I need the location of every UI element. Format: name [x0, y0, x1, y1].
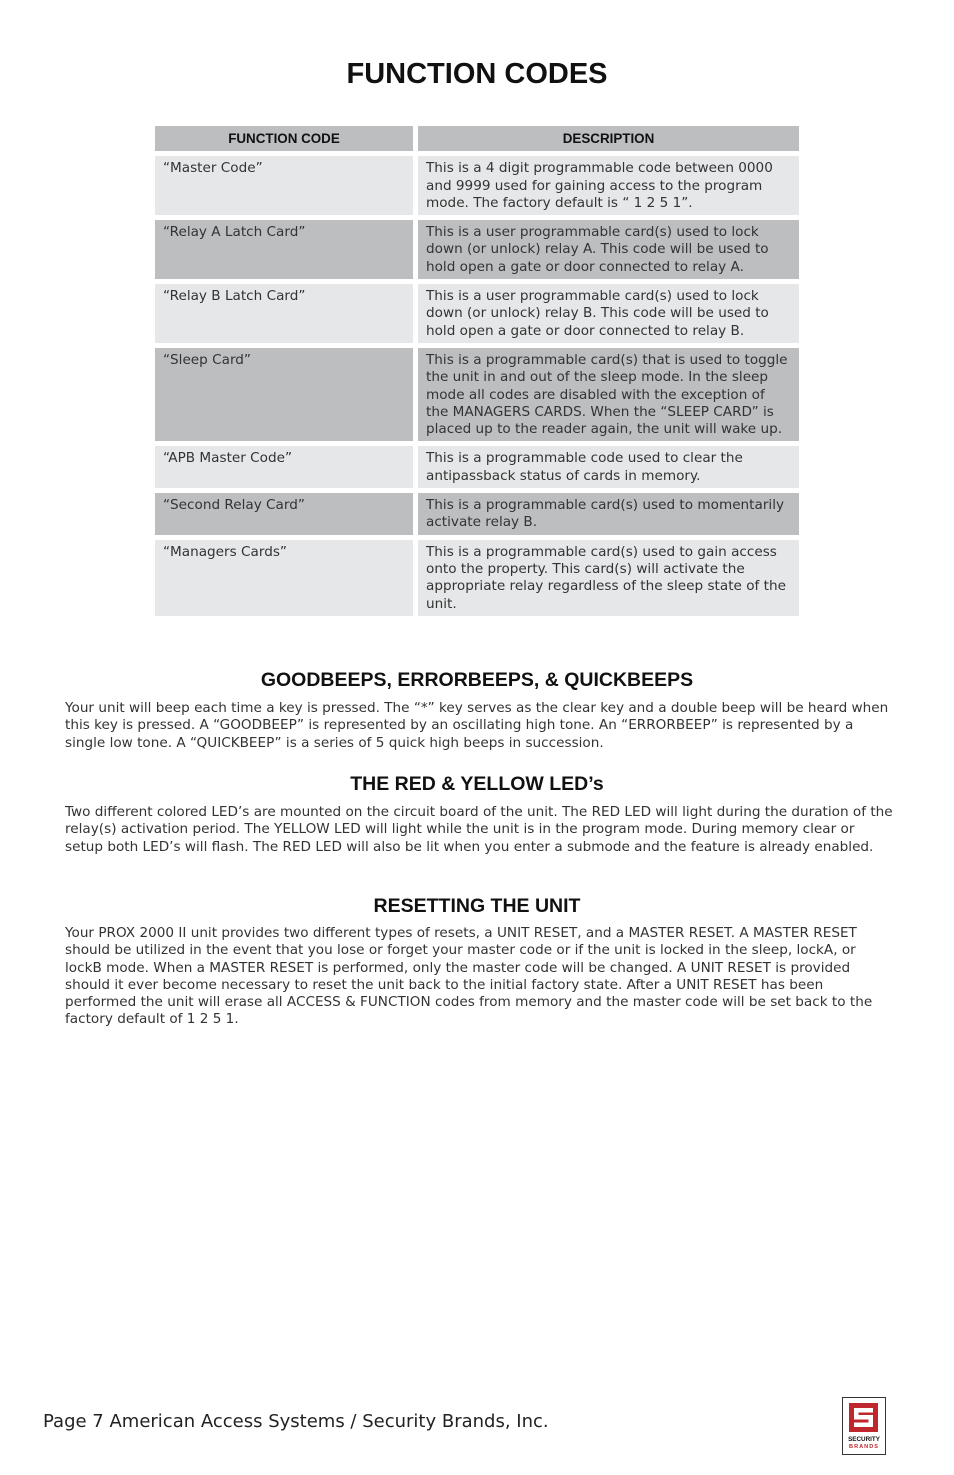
section-heading-beeps: GOODBEEPS, ERRORBEEPS, & QUICKBEEPS — [260, 669, 694, 691]
section-heading-reset: RESETTING THE UNIT — [373, 895, 581, 917]
section-body-leds: Two different colored LED’s are mounted on the circuit board of the unit. The RED LED will light during the duration of the relay(s) activation period. The YELLOW LED will light while the unit is in the program mode. During memory clear or setup both LED’s will flash. The RED LED will also be lit when you enter a submode and the feature is already enabled. — [65, 804, 893, 855]
description-cell: This is a programmable card(s) used to momentarily activate relay B. — [418, 493, 799, 535]
function-code-cell: “Master Code” — [155, 156, 413, 215]
table-row — [155, 284, 799, 343]
description-cell: This is a user programmable card(s) used to lock down (or unlock) relay B. This code will be used to hold open a gate or door connected to relay B. — [418, 284, 799, 343]
table-row — [155, 220, 799, 279]
description-cell: This is a programmable card(s) used to gain access onto the property. This card(s) will activate the appropriate relay regardless of the sleep state of the unit. — [418, 540, 799, 616]
section-heading-leds: THE RED & YELLOW LED’s — [350, 773, 604, 795]
function-codes-table — [155, 126, 799, 621]
column-header-description: DESCRIPTION — [418, 126, 799, 151]
section-body-reset: Your PROX 2000 II unit provides two different types of resets, a UNIT RESET, and a MASTER RESET. A MASTER RESET should be utilized in the event that you lose or forget your master code or if the unit is locked in the sleep, lockA, or lockB mode. When a MASTER RESET is performed, only the master code will be changed. A UNIT RESET is provided should it ever become necessary to reset the unit back to the initial factory state. After a UNIT RESET has been performed the unit will erase all ACCESS & FUNCTION codes from memory and the master code will be set back to the factory default of 1 2 5 1. — [65, 925, 873, 1028]
function-code-cell: “Relay B Latch Card” — [155, 284, 413, 343]
description-cell: This is a programmable code used to clear the antipassback status of cards in memory. — [418, 446, 799, 488]
column-header-function-code: FUNCTION CODE — [155, 126, 413, 151]
page-footer: Page 7 American Access Systems / Security Brands, Inc. — [43, 1411, 549, 1432]
table-row — [155, 156, 799, 215]
table-row — [155, 493, 799, 535]
table-row — [155, 446, 799, 488]
description-cell: This is a user programmable card(s) used to lock down (or unlock) relay A. This code will be used to hold open a gate or door connected to relay A. — [418, 220, 799, 279]
table-row — [155, 348, 799, 441]
logo-word-brands: BRANDS — [849, 1444, 879, 1450]
table-header-row — [155, 126, 799, 151]
function-code-cell: “Relay A Latch Card” — [155, 220, 413, 279]
security-brands-logo — [842, 1397, 886, 1455]
page-title: FUNCTION CODES — [346, 58, 608, 90]
section-body-beeps: Your unit will beep each time a key is pressed. The “*” key serves as the clear key and a double beep will be heard when this key is pressed. A “GOODBEEP” is represented by an oscillating high tone. An “ERRORBEEP” is represented by a single low tone. A “QUICKBEEP” is a series of 5 quick high beeps in succession. — [65, 700, 889, 751]
function-code-cell: “Sleep Card” — [155, 348, 413, 441]
function-code-cell: “Managers Cards” — [155, 540, 413, 616]
logo-word-security: SECURITY — [848, 1436, 880, 1443]
table-row — [155, 540, 799, 616]
function-code-cell: “Second Relay Card” — [155, 493, 413, 535]
description-cell: This is a programmable card(s) that is used to toggle the unit in and out of the sleep mode. In the sleep mode all codes are disabled with the exception of the MANAGERS CARDS. When the “SLEEP CARD” is placed up to the reader again, the unit will wake up. — [418, 348, 799, 441]
description-cell: This is a 4 digit programmable code between 0000 and 9999 used for gaining access to the program mode. The factory default is “ 1 2 5 1”. — [418, 156, 799, 215]
function-code-cell: “APB Master Code” — [155, 446, 413, 488]
